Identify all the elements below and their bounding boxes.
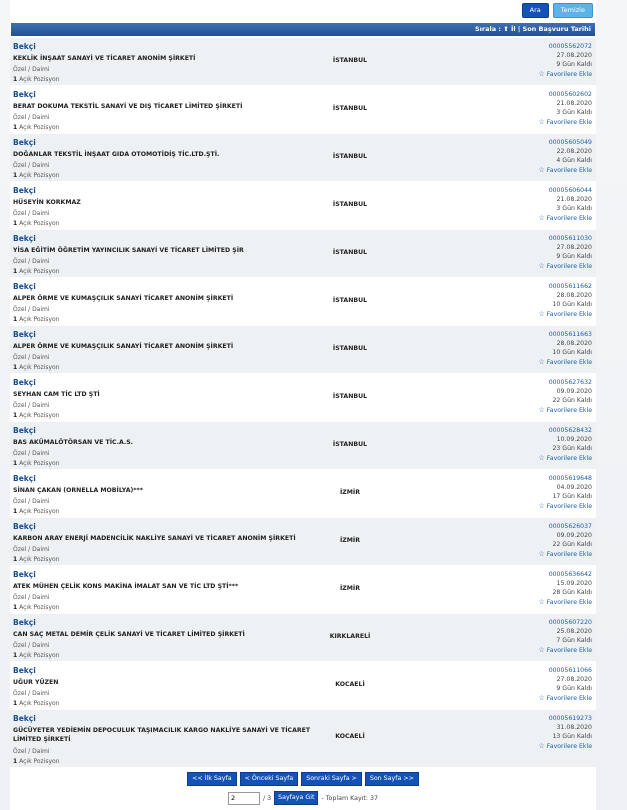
- add-favorite-button[interactable]: [539, 742, 592, 751]
- days-left: 22 Gün Kaldı: [552, 397, 592, 405]
- position-count: 1: [13, 220, 18, 227]
- listing-meta: [539, 138, 592, 175]
- listing-meta: [539, 378, 592, 415]
- company-name: BAS AKÜMALÖTÖRSAN VE TİC.A.S.: [13, 439, 134, 446]
- listing-meta: [539, 90, 592, 127]
- open-positions: [13, 220, 60, 227]
- favorite-label: Favorilere Ekle: [546, 694, 592, 702]
- listing-meta: [539, 570, 592, 607]
- star-icon: ☆: [538, 213, 545, 222]
- city: İSTANBUL: [332, 297, 368, 304]
- position-count: 1: [13, 508, 18, 515]
- job-title-link[interactable]: Bekçi: [13, 378, 36, 387]
- position-count: 1: [13, 700, 18, 707]
- last-page-button[interactable]: Son Sayfa >>: [365, 772, 419, 786]
- add-favorite-button[interactable]: [539, 358, 592, 367]
- position-label: Açık Pozisyon: [19, 76, 60, 83]
- toolbar: [522, 3, 593, 18]
- add-favorite-button[interactable]: [539, 166, 592, 175]
- position-count: 1: [13, 652, 18, 659]
- goto-page: [10, 791, 596, 805]
- listing-row: [10, 325, 596, 373]
- reference-number: 00005611663: [548, 331, 592, 338]
- job-title-link[interactable]: Bekçi: [13, 570, 36, 579]
- listing-meta: [539, 714, 592, 751]
- listing-row: [10, 565, 596, 613]
- favorite-label: Favorilere Ekle: [546, 598, 592, 606]
- days-left: 28 Gün Kaldı: [552, 589, 592, 597]
- deadline-date: 15.09.2020: [556, 580, 592, 588]
- days-left: 9 Gün Kaldı: [556, 685, 592, 693]
- add-favorite-button[interactable]: [539, 214, 592, 223]
- favorite-label: Favorilere Ekle: [546, 550, 592, 558]
- listing-row: [10, 421, 596, 469]
- deadline-date: 21.08.2020: [556, 100, 592, 108]
- days-left: 9 Gün Kaldı: [556, 253, 592, 261]
- favorite-label: Favorilere Ekle: [546, 310, 592, 318]
- add-favorite-button[interactable]: [539, 118, 592, 127]
- reference-number: 00005607220: [548, 619, 592, 626]
- company-name: UĞUR YÜZEN: [13, 679, 59, 686]
- position-label: Açık Pozisyon: [19, 268, 60, 275]
- reference-number: 00005602602: [548, 91, 592, 98]
- sort-by-deadline[interactable]: Son Başvuru Tarihi: [522, 25, 591, 33]
- position-label: Açık Pozisyon: [19, 652, 60, 659]
- prev-page-button[interactable]: < Önceki Sayfa: [240, 772, 299, 786]
- company-name: ATEK MÜHEN ÇELİK KONS MAKİNA İMALAT SAN VE TİC LTD ŞTİ***: [13, 583, 239, 590]
- company-name: BERAT DOKUMA TEKSTİL SANAYİ VE DIŞ TİCARET LİMİTED ŞİRKETİ: [13, 103, 243, 110]
- page-number-input[interactable]: [228, 792, 260, 805]
- employment-type: Özel / Daimi: [13, 162, 50, 169]
- position-count: 1: [13, 604, 18, 611]
- city: İSTANBUL: [332, 201, 368, 208]
- position-label: Açık Pozisyon: [19, 124, 60, 131]
- job-title-link[interactable]: Bekçi: [13, 522, 36, 531]
- job-title-link[interactable]: Bekçi: [13, 90, 36, 99]
- days-left: 4 Gün Kaldı: [556, 157, 592, 165]
- listing-row: [10, 277, 596, 325]
- goto-page-button[interactable]: Sayfaya Git: [274, 791, 318, 805]
- first-page-button[interactable]: << İlk Sayfa: [187, 772, 236, 786]
- sort-arrow-icon[interactable]: ⬆: [503, 25, 509, 33]
- star-icon: ☆: [538, 261, 545, 270]
- days-left: 7 Gün Kaldı: [556, 637, 592, 645]
- company-name: KARBON ARAY ENERJİ MADENCİLİK NAKLİYE SANAYİ VE TİCARET ANONİM ŞİRKETİ: [13, 535, 296, 542]
- position-label: Açık Pozisyon: [19, 364, 60, 371]
- star-icon: ☆: [538, 357, 545, 366]
- days-left: 17 Gün Kaldı: [552, 493, 592, 501]
- open-positions: [13, 700, 60, 707]
- star-icon: ☆: [538, 597, 545, 606]
- listing-row: [10, 133, 596, 181]
- reference-number: 00005628432: [548, 427, 592, 434]
- star-icon: ☆: [538, 741, 545, 750]
- employment-type: Özel / Daimi: [13, 642, 50, 649]
- deadline-date: 04.09.2020: [556, 484, 592, 492]
- favorite-label: Favorilere Ekle: [546, 742, 592, 750]
- city: İSTANBUL: [332, 249, 368, 256]
- listing-row: [10, 373, 596, 421]
- employment-type: Özel / Daimi: [13, 498, 50, 505]
- add-favorite-button[interactable]: [539, 406, 592, 415]
- listing-meta: [539, 618, 592, 655]
- employment-type: Özel / Daimi: [13, 690, 50, 697]
- open-positions: [13, 124, 60, 131]
- listing-meta: [539, 522, 592, 559]
- favorite-label: Favorilere Ekle: [546, 646, 592, 654]
- job-title-link[interactable]: Bekçi: [13, 234, 36, 243]
- listing-row: [10, 37, 596, 85]
- favorite-label: Favorilere Ekle: [546, 166, 592, 174]
- position-label: Açık Pozisyon: [19, 508, 60, 515]
- days-left: 23 Gün Kaldı: [552, 445, 592, 453]
- open-positions: [13, 316, 60, 323]
- star-icon: ☆: [538, 693, 545, 702]
- open-positions: [13, 556, 60, 563]
- favorite-label: Favorilere Ekle: [546, 214, 592, 222]
- city: İSTANBUL: [332, 57, 368, 64]
- open-positions: [13, 604, 60, 611]
- deadline-date: 31.08.2020: [556, 724, 592, 732]
- job-title-link[interactable]: Bekçi: [13, 330, 36, 339]
- days-left: 3 Gün Kaldı: [556, 205, 592, 213]
- position-count: 1: [13, 412, 18, 419]
- reference-number: 00005619648: [548, 475, 592, 482]
- star-icon: ☆: [538, 549, 545, 558]
- employment-type: Özel / Daimi: [13, 748, 50, 755]
- reference-number: 00005605049: [548, 139, 592, 146]
- job-title-link[interactable]: Bekçi: [13, 714, 36, 723]
- star-icon: ☆: [538, 645, 545, 654]
- company-name: ALPER ÖRME VE KUMAŞÇILIK SANAYİ TİCARET ANONİM ŞİRKETİ: [13, 295, 234, 302]
- open-positions: [13, 172, 60, 179]
- city: İSTANBUL: [332, 345, 368, 352]
- job-title-link[interactable]: Bekçi: [13, 186, 36, 195]
- job-title-link[interactable]: Bekçi: [13, 282, 36, 291]
- city: İSTANBUL: [332, 105, 368, 112]
- star-icon: ☆: [538, 405, 545, 414]
- star-icon: ☆: [538, 165, 545, 174]
- favorite-label: Favorilere Ekle: [546, 262, 592, 270]
- deadline-date: 09.09.2020: [556, 388, 592, 396]
- days-left: 10 Gün Kaldı: [552, 349, 592, 357]
- reference-number: 00005627632: [548, 379, 592, 386]
- clear-button[interactable]: Temizle: [553, 3, 593, 18]
- star-icon: ☆: [538, 69, 545, 78]
- company-name: DOĞANLAR TEKSTİL İNŞAAT GIDA OTOMOTİDİŞ TİC.LTD.ŞTİ.: [13, 151, 220, 158]
- open-positions: [13, 460, 60, 467]
- deadline-date: 09.09.2020: [556, 532, 592, 540]
- position-count: 1: [13, 124, 18, 131]
- position-count: 1: [13, 76, 18, 83]
- add-favorite-button[interactable]: [539, 694, 592, 703]
- city: İZMİR: [339, 489, 360, 496]
- listing-row: [10, 517, 596, 565]
- listing-meta: [539, 474, 592, 511]
- sort-bar: [11, 23, 595, 36]
- position-label: Açık Pozisyon: [19, 758, 60, 765]
- employment-type: Özel / Daimi: [13, 450, 50, 457]
- company-name: CAN SAÇ METAL DEMİR ÇELİK SANAYİ VE TİCARET LİMİTED ŞİRKETİ: [13, 631, 245, 638]
- reference-number: 00005626037: [548, 523, 592, 530]
- company-name: HÜSEYİN KORKMAZ: [13, 199, 81, 206]
- company-name: YİSA EĞİTİM ÖĞRETİM YAYINCILIK SANAYİ VE TİCARET LİMİTED ŞİR: [13, 247, 244, 254]
- reference-number: 00005611030: [548, 235, 592, 242]
- company-name: SEYHAN CAM TİC LTD ŞTİ: [13, 391, 100, 398]
- open-positions: [13, 758, 60, 765]
- open-positions: [13, 412, 60, 419]
- days-left: 10 Gün Kaldı: [552, 301, 592, 309]
- listing-meta: [539, 330, 592, 367]
- reference-number: 00005611066: [548, 667, 592, 674]
- position-count: 1: [13, 268, 18, 275]
- job-title-link[interactable]: Bekçi: [13, 474, 36, 483]
- employment-type: Özel / Daimi: [13, 210, 50, 217]
- position-label: Açık Pozisyon: [19, 220, 60, 227]
- city: KIRKLARELİ: [329, 633, 371, 640]
- search-button[interactable]: Ara: [522, 3, 549, 18]
- city: KOCAELİ: [335, 733, 365, 740]
- listing-meta: [539, 186, 592, 223]
- add-favorite-button[interactable]: [539, 70, 592, 79]
- results-panel: [10, 0, 596, 810]
- listing-row: [10, 613, 596, 661]
- position-label: Açık Pozisyon: [19, 316, 60, 323]
- listing-row: [10, 181, 596, 229]
- deadline-date: 22.08.2020: [556, 148, 592, 156]
- reference-number: 00005562072: [548, 43, 592, 50]
- position-count: 1: [13, 460, 18, 467]
- position-count: 1: [13, 172, 18, 179]
- city: İSTANBUL: [332, 153, 368, 160]
- employment-type: Özel / Daimi: [13, 306, 50, 313]
- deadline-date: 27.08.2020: [556, 244, 592, 252]
- company-name: GÜCÜYETER YEDİEMİN DEPOCULUK TAŞIMACILIK KARGO NAKLİYE SANAYİ VE TİCARET LİMİTED ŞİRKETİ: [13, 727, 311, 743]
- job-title-link[interactable]: Bekçi: [13, 138, 36, 147]
- add-favorite-button[interactable]: [539, 502, 592, 511]
- employment-type: Özel / Daimi: [13, 594, 50, 601]
- deadline-date: 27.08.2020: [556, 52, 592, 60]
- position-label: Açık Pozisyon: [19, 604, 60, 611]
- listing-row: [10, 661, 596, 709]
- listing-row: [10, 469, 596, 517]
- reference-number: 00005636642: [548, 571, 592, 578]
- company-name: ALPER ÖRME VE KUMAŞÇILIK SANAYİ TİCARET ANONİM ŞİRKETİ: [13, 343, 234, 350]
- pagination: [10, 772, 596, 786]
- favorite-label: Favorilere Ekle: [546, 70, 592, 78]
- job-title-link[interactable]: Bekçi: [13, 426, 36, 435]
- deadline-date: 28.08.2020: [556, 292, 592, 300]
- position-count: 1: [13, 364, 18, 371]
- employment-type: Özel / Daimi: [13, 546, 50, 553]
- reference-number: 00005619273: [548, 715, 592, 722]
- open-positions: [13, 364, 60, 371]
- position-count: 1: [13, 758, 18, 765]
- sort-separator: |: [517, 25, 521, 33]
- job-listings: [10, 37, 596, 767]
- total-records: - Toplam Kayıt: 37: [321, 794, 379, 802]
- listing-row: [10, 85, 596, 133]
- city: İSTANBUL: [332, 393, 368, 400]
- add-favorite-button[interactable]: [539, 262, 592, 271]
- employment-type: Özel / Daimi: [13, 258, 50, 265]
- favorite-label: Favorilere Ekle: [546, 502, 592, 510]
- add-favorite-button[interactable]: [539, 550, 592, 559]
- star-icon: ☆: [538, 453, 545, 462]
- open-positions: [13, 268, 60, 275]
- listing-meta: [539, 426, 592, 463]
- employment-type: Özel / Daimi: [13, 402, 50, 409]
- position-label: Açık Pozisyon: [19, 412, 60, 419]
- employment-type: Özel / Daimi: [13, 66, 50, 73]
- days-left: 22 Gün Kaldı: [552, 541, 592, 549]
- star-icon: ☆: [538, 501, 545, 510]
- city: KOCAELİ: [335, 681, 365, 688]
- days-left: 3 Gün Kaldı: [556, 109, 592, 117]
- employment-type: Özel / Daimi: [13, 354, 50, 361]
- job-title-link[interactable]: Bekçi: [13, 42, 36, 51]
- listing-row: [10, 229, 596, 277]
- add-favorite-button[interactable]: [539, 598, 592, 607]
- listing-row: [10, 709, 596, 767]
- company-name: SİNAN ÇAKAN (ORNELLA MOBİLYA)***: [13, 487, 144, 494]
- star-icon: ☆: [538, 117, 545, 126]
- sort-by-city[interactable]: İl: [510, 25, 516, 33]
- add-favorite-button[interactable]: [539, 454, 592, 463]
- position-label: Açık Pozisyon: [19, 172, 60, 179]
- listing-meta: [539, 234, 592, 271]
- deadline-date: 27.08.2020: [556, 676, 592, 684]
- deadline-date: 10.09.2020: [556, 436, 592, 444]
- position-count: 1: [13, 316, 18, 323]
- deadline-date: 21.08.2020: [556, 196, 592, 204]
- sort-label: Sırala :: [474, 25, 501, 33]
- page-total: / 3: [262, 794, 272, 802]
- listing-meta: [539, 42, 592, 79]
- open-positions: [13, 652, 60, 659]
- city: İZMİR: [339, 537, 360, 544]
- favorite-label: Favorilere Ekle: [546, 118, 592, 126]
- listing-meta: [539, 282, 592, 319]
- deadline-date: 28.08.2020: [556, 340, 592, 348]
- next-page-button[interactable]: Sonraki Sayfa >: [301, 772, 362, 786]
- days-left: 13 Gün Kaldı: [552, 733, 592, 741]
- position-label: Açık Pozisyon: [19, 556, 60, 563]
- position-label: Açık Pozisyon: [19, 700, 60, 707]
- city: İSTANBUL: [332, 441, 368, 448]
- reference-number: 00005606044: [548, 187, 592, 194]
- open-positions: [13, 508, 60, 515]
- job-title-link[interactable]: Bekçi: [13, 666, 36, 675]
- favorite-label: Favorilere Ekle: [546, 406, 592, 414]
- position-count: 1: [13, 556, 18, 563]
- favorite-label: Favorilere Ekle: [546, 454, 592, 462]
- company-name: KEKLİK İNŞAAT SANAYİ VE TİCARET ANONİM ŞİRKETİ: [13, 55, 196, 62]
- days-left: 9 Gün Kaldı: [556, 61, 592, 69]
- add-favorite-button[interactable]: [539, 646, 592, 655]
- open-positions: [13, 76, 60, 83]
- employment-type: Özel / Daimi: [13, 114, 50, 121]
- favorite-label: Favorilere Ekle: [546, 358, 592, 366]
- city: İZMİR: [339, 585, 360, 592]
- add-favorite-button[interactable]: [539, 310, 592, 319]
- position-label: Açık Pozisyon: [19, 460, 60, 467]
- deadline-date: 25.08.2020: [556, 628, 592, 636]
- job-title-link[interactable]: Bekçi: [13, 618, 36, 627]
- reference-number: 00005611662: [548, 283, 592, 290]
- star-icon: ☆: [538, 309, 545, 318]
- listing-meta: [539, 666, 592, 703]
